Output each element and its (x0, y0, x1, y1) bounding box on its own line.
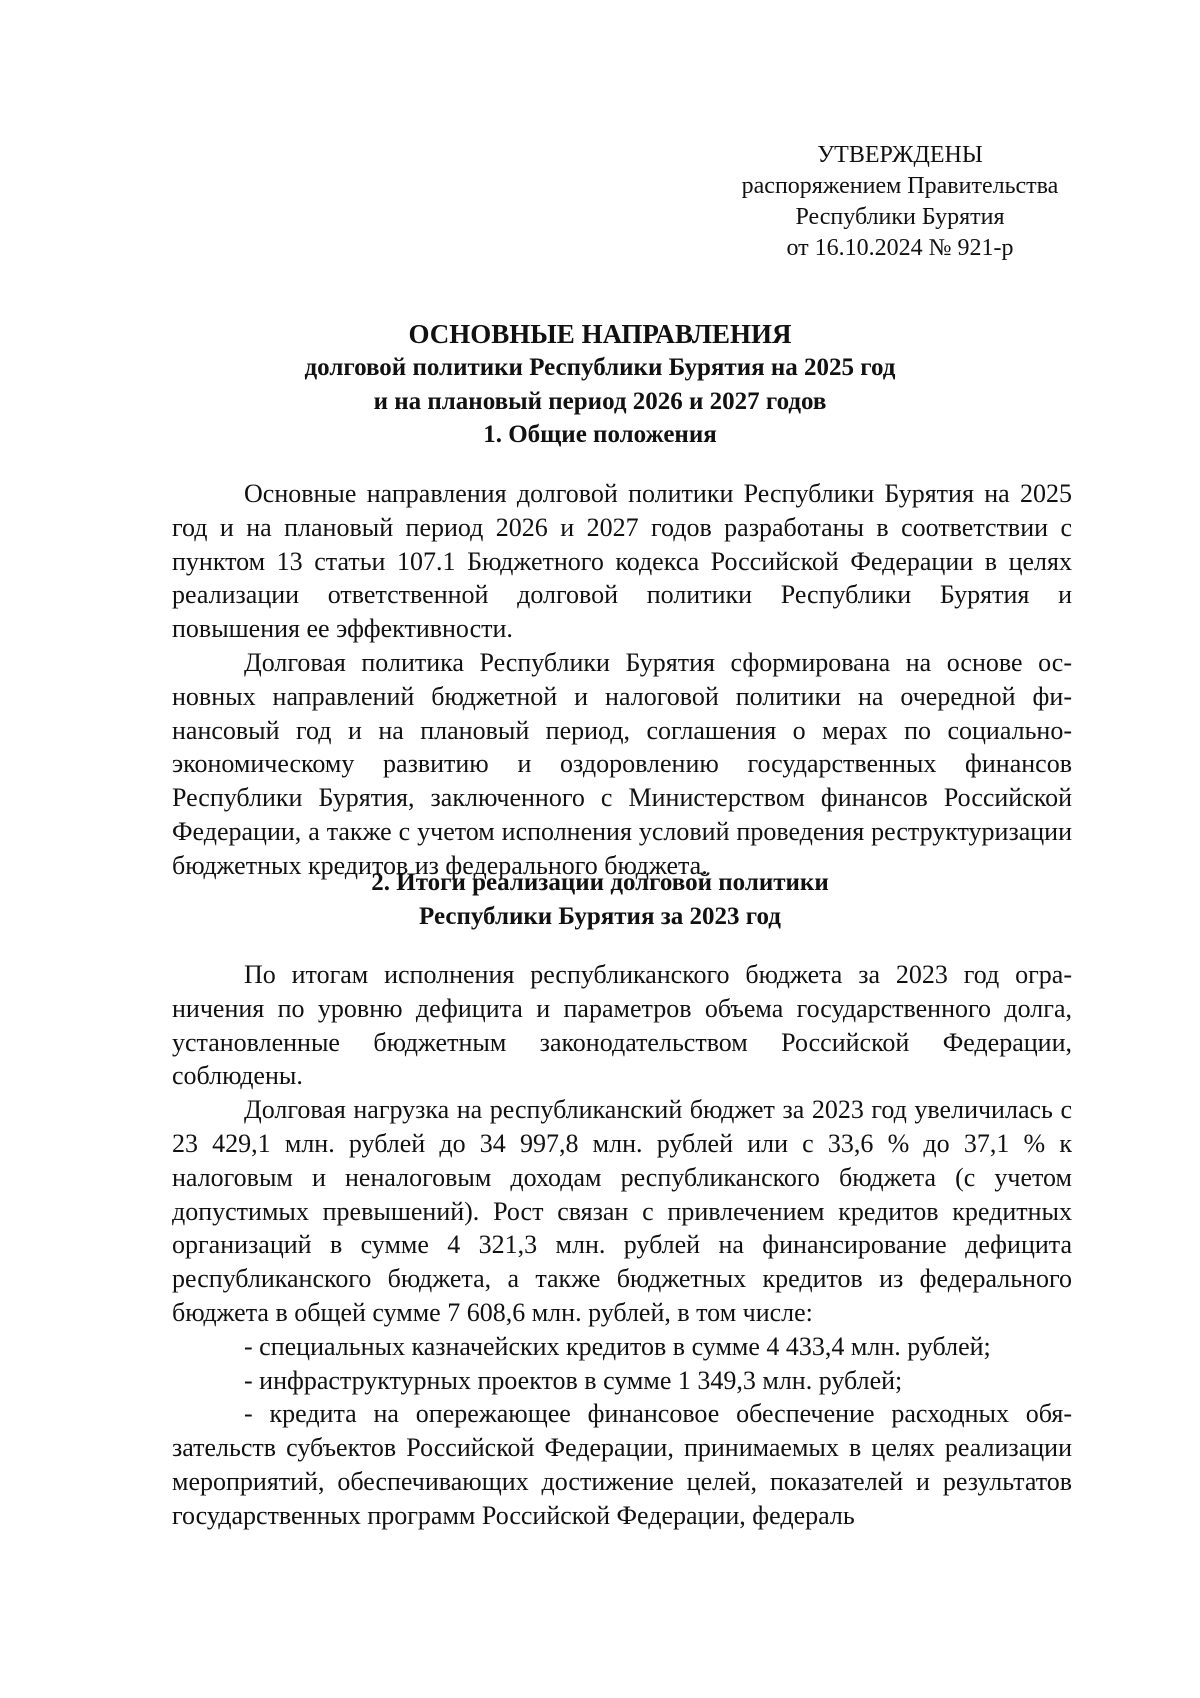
section-2-heading-line-2: Республики Бурятия за 2023 год (419, 903, 781, 930)
section-2-list-item: - специальных казначейских кредитов в сумме 4 433,4 млн. рублей; (244, 1331, 991, 1361)
section-2-paragraph: По итогам исполнения республиканского бюджета за 2023 год ограничения по уровню дефицита и параметров объема государственного долга, установленные бюджетным законодательством Российской Федерации, соблюдены. (172, 960, 1072, 1091)
section-2-heading (150, 866, 1050, 934)
section-2-list-item: - инфраструктурных проектов в сумме 1 349,3 млн. рублей; (244, 1365, 903, 1395)
section-1-body (172, 477, 1072, 883)
section-2-heading-line-1: 2. Итоги реализации долговой политики (371, 869, 829, 896)
section-1-heading: 1. Общие положения (483, 421, 717, 448)
approval-region: Республики Бурятия (795, 204, 1005, 230)
section-1-paragraph: Долговая политика Республики Бурятия сформирована на основе основных направлений бюджетной и налоговой политики на очередной финансовый год и на плановый период, соглашения о мерах по социально-экономическому развитию и оздоровлению государственных финансов Республики Бурятия, заключенного с Министерством финансов Российской Федерации, а также с учетом исполнения условий проведения реструктуризации бюджетных кредитов из федерального бюджета. (172, 647, 1072, 880)
section-2-list-item: - кредита на опережающее финансовое обеспечение расходных обязательств субъектов Российской Федерации, принимаемых в целях реализации мероприятий, обеспечивающих достижение целей, показателей и результатов государственных программ Российской Федерации, федераль (172, 1399, 1072, 1530)
section-1-paragraph: Основные направления долговой политики Республики Бурятия на 2025 год и на плановый период 2026 и 2027 годов разработаны в соответствии с пунктом 13 статьи 107.1 Бюджетного кодекса Российской Федерации в целях реализации ответственной долговой политики Республики Бурятия и повышения ее эффективности. (172, 479, 1072, 644)
document-title-subline-1: долговой политики Республики Бурятия на 2025 год (304, 354, 896, 381)
section-2-body (172, 958, 1072, 1533)
approval-date-number: от 16.10.2024 № 921-р (786, 235, 1014, 261)
document-title-main: ОСНОВНЫЕ НАПРАВЛЕНИЯ (408, 319, 792, 349)
approval-stamp-block (720, 140, 1080, 264)
document-title-subline-2: и на плановый период 2026 и 2027 годов (373, 388, 827, 415)
approval-heading: УТВЕРЖДЕНЫ (817, 142, 983, 168)
approval-authority: распоряжением Правительства (741, 173, 1059, 199)
document-title (150, 317, 1050, 419)
section-2-paragraph: Долговая нагрузка на республиканский бюджет за 2023 год увеличилась с 23 429,1 млн. рублей до 34 997,8 млн. рублей или с 33,6 % до 37,1 % к налоговым и неналоговым доходам республиканского бюджета (с учетом допустимых превышений). Рост связан с привлечением кредитов кредитных организаций в сумме 4 321,3 млн. рублей на финансирование дефицита республиканского бюджета, а также бюджетных кредитов из федерального бюджета в общей сумме 7 608,6 млн. рублей, в том числе: (172, 1095, 1072, 1327)
